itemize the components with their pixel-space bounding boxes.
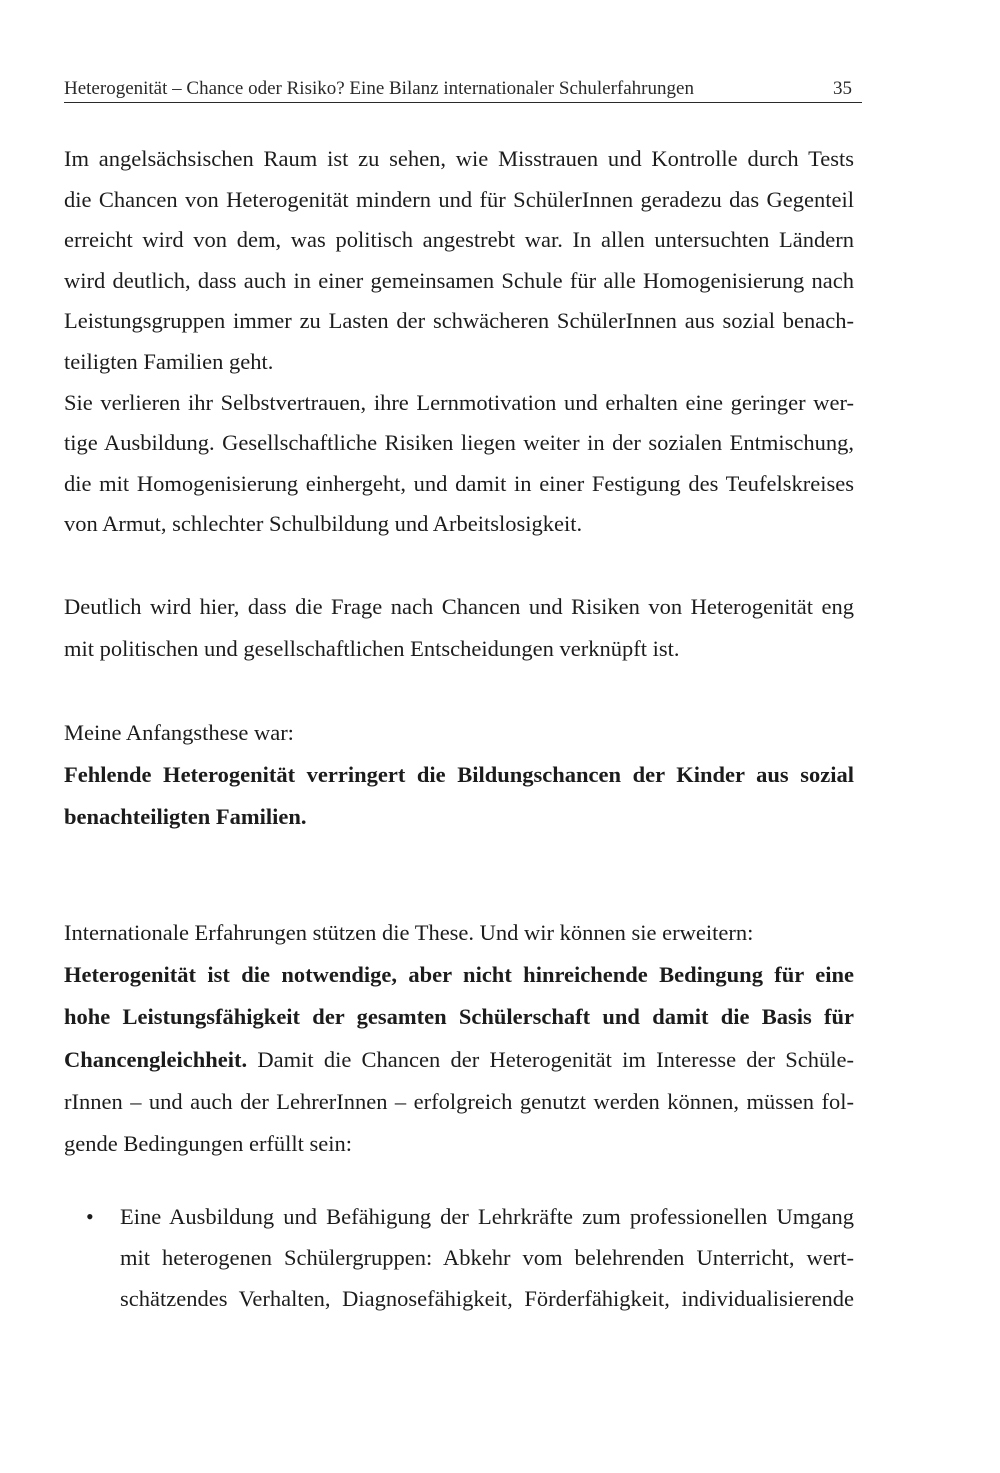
text-line: Deutlich wird hier, dass die Frage nach Chancen und Risiken von Heterogenität eng — [64, 594, 854, 619]
text-line: wird deutlich, dass auch in einer gemeinsamen Schule für alle Homogenisierung nach — [64, 267, 854, 293]
text-line: schätzendes Verhalten, Diagnosefähigkeit, Förderfähigkeit, individualisierende — [120, 1286, 854, 1311]
thesis-intro: Meine Anfangsthese war: — [64, 720, 294, 745]
thesis-line: Fehlende Heterogenität verringert die Bildungschancen der Kinder aus sozial — [64, 762, 854, 787]
bold-line: hohe Leistungsfähigkeit der gesamten Schülerschaft und damit die Basis für — [64, 1004, 854, 1030]
text-line: mit heterogenen Schülergruppen: Abkehr vom belehrenden Unterricht, wert- — [120, 1245, 854, 1270]
thesis-line: benachteiligten Familien. — [64, 804, 307, 829]
text-line: Sie verlieren ihr Selbstvertrauen, ihre Lernmotivation und erhalten eine geringer wer- — [64, 389, 854, 415]
text-line: von Armut, schlechter Schulbildung und Arbeitslosigkeit. — [64, 511, 583, 537]
bold-term: Chancengleichheit. — [64, 1046, 248, 1072]
header-title: Heterogenität – Chance oder Risiko? Eine Bilanz internationaler Schulerfahrungen — [64, 78, 694, 99]
page-number: 35 — [833, 78, 852, 99]
text-line: tige Ausbildung. Gesellschaftliche Risiken liegen weiter in der sozialen Entmischung, — [64, 430, 854, 456]
text-line: erreicht wird von dem, was politisch angestrebt war. In allen untersuchten Ländern — [64, 227, 854, 253]
bold-line: Heterogenität ist die notwendige, aber nicht hinreichende Bedingung für eine — [64, 962, 854, 988]
list-item — [64, 1196, 854, 1319]
paragraph-3 — [64, 586, 854, 670]
mixed-rest: Damit die Chancen der Heterogenität im Interesse der Schüle- — [247, 1046, 854, 1072]
text-line: die Chancen von Heterogenität mindern und für SchülerInnen geradezu das Gegenteil — [64, 186, 854, 212]
text-line: Im angelsächsischen Raum ist zu sehen, wie Misstrauen und Kontrolle durch Tests — [64, 146, 854, 171]
text-line: Eine Ausbildung und Befähigung der Lehrkräfte zum professionellen Umgang — [120, 1204, 854, 1229]
bullet-icon: • — [86, 1204, 94, 1229]
text-line: mit politischen und gesellschaftlichen Entscheidungen verknüpft ist. — [64, 636, 680, 661]
text-line: gende Bedingungen erfüllt sein: — [64, 1131, 353, 1157]
text-line: Leistungsgruppen immer zu Lasten der schwächeren SchülerInnen aus sozial benach- — [64, 308, 854, 334]
text-line: rInnen – und auch der LehrerInnen – erfolgreich genutzt werden können, müssen fol- — [64, 1088, 854, 1114]
mixed-line — [64, 1039, 854, 1081]
running-header — [64, 78, 862, 103]
bullet-list — [64, 1196, 854, 1319]
paragraph-1 — [64, 139, 854, 545]
text-line: teiligten Familien geht. — [64, 348, 274, 374]
text-line: die mit Homogenisierung einhergeht, und damit in einer Festigung des Teufelskreises — [64, 470, 854, 496]
extension-paragraph — [64, 912, 854, 1165]
thesis-section — [64, 712, 854, 838]
extension-intro: Internationale Erfahrungen stützen die These. Und wir können sie erweitern: — [64, 920, 754, 945]
